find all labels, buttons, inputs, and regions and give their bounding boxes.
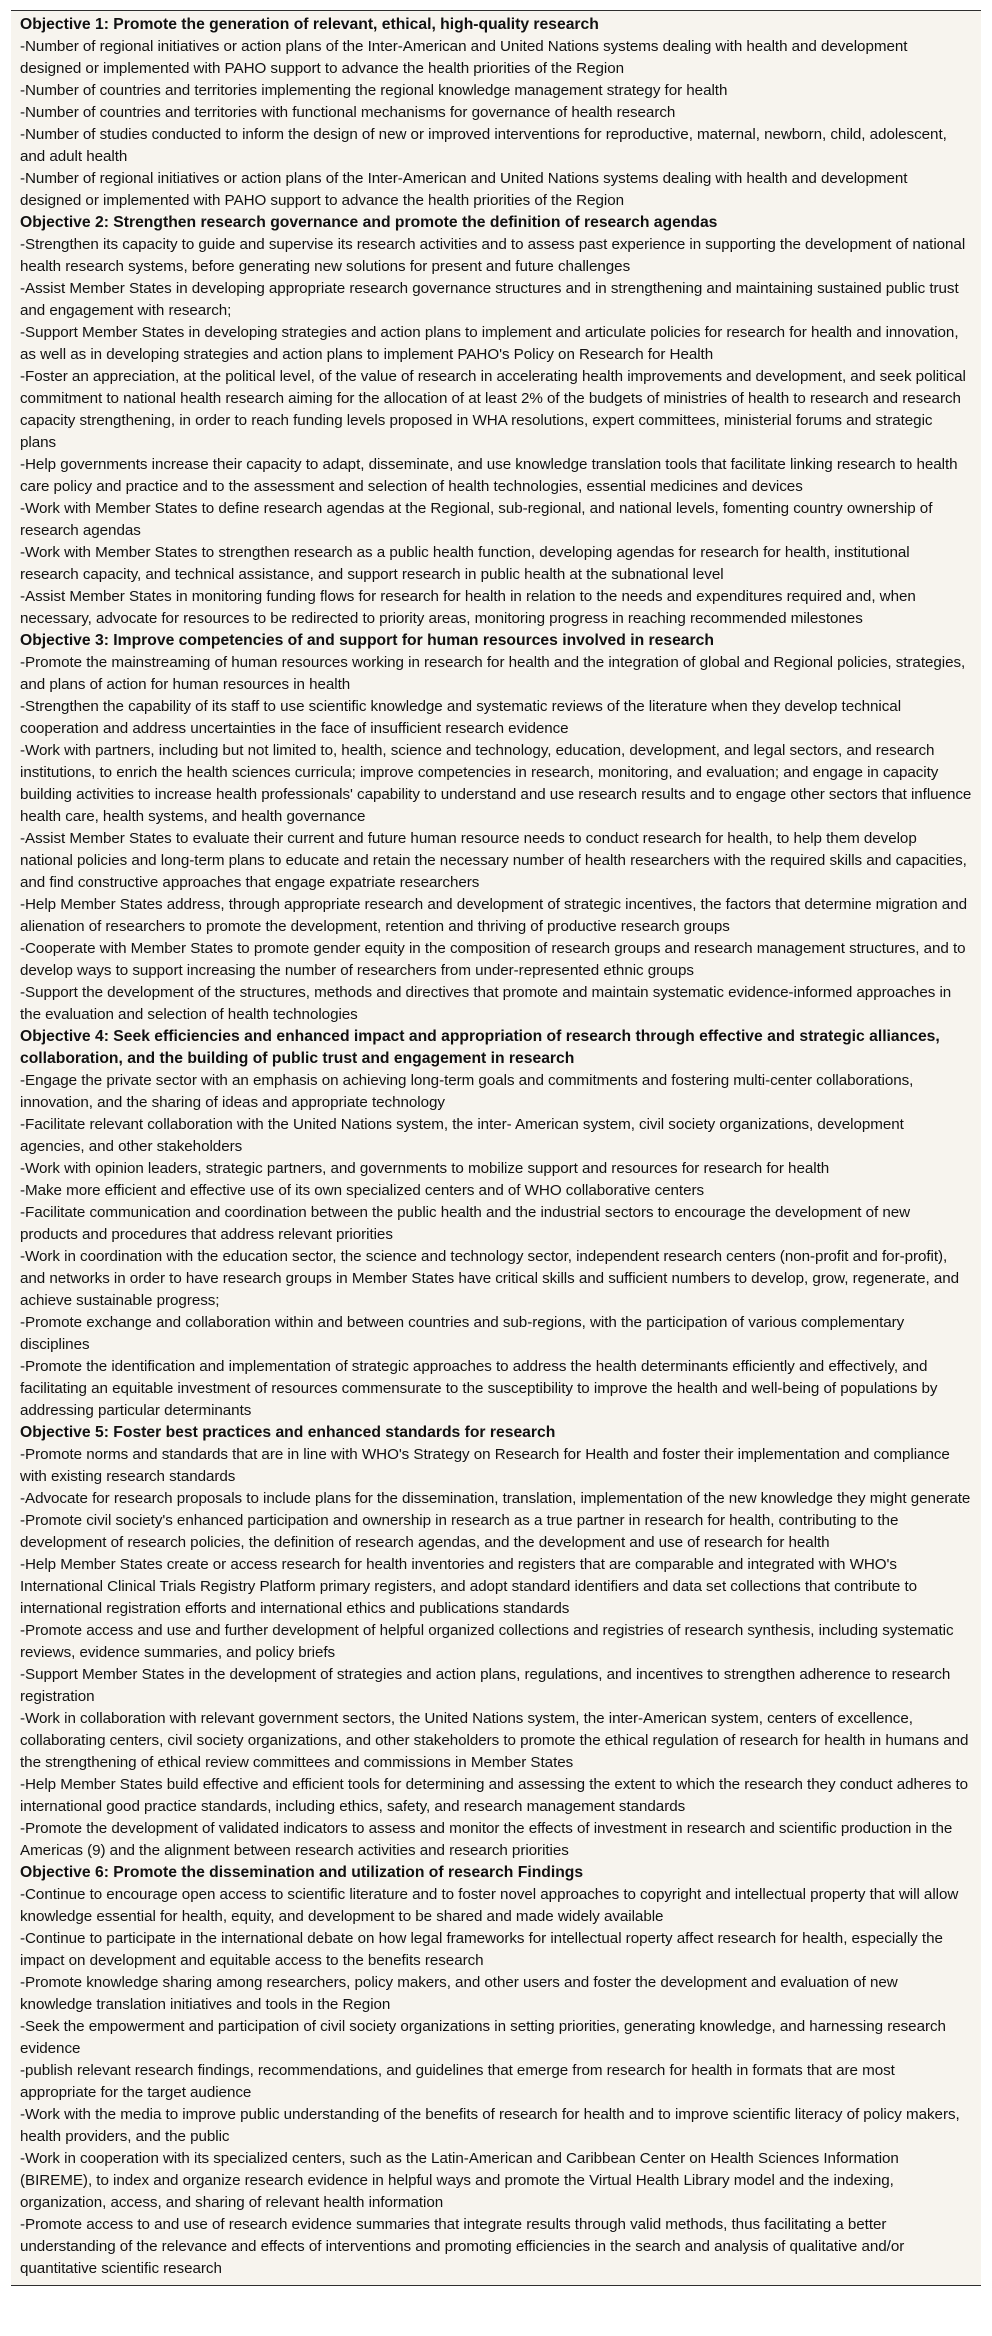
objective-6-item: -Work in cooperation with its specialized centers, such as the Latin-American and Caribbean Center on Health Sciences Information (BIREME), to index and organize research evidence in helpful ways and promote the Virtual Health Library model and the indexing, organization, access, and sharing of relevant health information [20,2150,899,2211]
objective-6-item: -Promote knowledge sharing among researchers, policy makers, and other users and foster the development and evaluation of new knowledge translation initiatives and tools in the Region [20,1974,898,2013]
objective-2-item: -Assist Member States in monitoring funding flows for research for health in relation to the needs and expenditures required and, when necessary, advocate for resources to be redirected to priority areas, monitoring progress in reaching recommended milestones [20,588,916,627]
objective-6-item: -publish relevant research findings, recommendations, and guidelines that emerge from research for health in formats that are most appropriate for the target audience [20,2062,895,2101]
objective-1-heading: Objective 1: Promote the generation of relevant, ethical, high-quality research [20,16,599,33]
objective-5-item: -Help Member States build effective and efficient tools for determining and assessing the extent to which the research they conduct adheres to international good practice standards, including ethics, safety, and research management standards [20,1776,969,1815]
objective-2-item: -Support Member States in developing strategies and action plans to implement and articulate policies for research for health and innovation, as well as in developing strategies and action plans to implement PAHO's Policy on Research for Health [20,324,959,363]
objective-6-item: -Promote access to and use of research evidence summaries that integrate results through valid methods, thus facilitating a better understanding of the relevance and effects of interventions and promoting efficiencies in the search and analysis of qualitative and/or quantitative scientific research [20,2216,905,2277]
objective-5-item: -Support Member States in the development of strategies and action plans, regulations, and incentives to strengthen adherence to research registration [20,1666,951,1705]
objective-4-item: -Promote exchange and collaboration within and between countries and sub-regions, with the participation of various complementary disciplines [20,1314,905,1353]
objective-4-item: -Work in coordination with the education sector, the science and technology sector, independent research centers (non-profit and for-profit), and networks in order to have research groups in Member States have critical skills and sufficient numbers to develop, grow, regenerate, and achieve sustainable progress; [20,1248,960,1309]
objective-3-section [20,630,972,1026]
objective-5-section [20,1422,972,1862]
objective-3-item: -Assist Member States to evaluate their current and future human resource needs to conduct research for health, to help them develop national policies and long-term plans to educate and retain the necessary number of health researchers with the required skills and capacities, and find constructive approaches that engage expatriate researchers [20,830,967,891]
objective-1-item: -Number of studies conducted to inform the design of new or improved interventions for reproductive, maternal, newborn, child, adolescent, and adult health [20,126,947,165]
objective-6-item: -Seek the empowerment and participation of civil society organizations in setting priorities, generating knowledge, and harnessing research evidence [20,2018,946,2057]
objective-5-item: -Promote access and use and further development of helpful organized collections and registries of research synthesis, including systematic reviews, evidence summaries, and policy briefs [20,1622,954,1661]
objective-2-item: -Work with Member States to define research agendas at the Regional, sub-regional, and national levels, fomenting country ownership of research agendas [20,500,933,539]
objective-2-item: -Assist Member States in developing appropriate research governance structures and in strengthening and maintaining sustained public trust and engagement with research; [20,280,959,319]
objective-3-item: -Cooperate with Member States to promote gender equity in the composition of research groups and research management structures, and to develop ways to support increasing the number of researchers from under-represented ethnic groups [20,940,966,979]
objective-4-item: -Make more efficient and effective use of its own specialized centers and of WHO collaborative centers [20,1182,705,1199]
objective-1-item: -Number of countries and territories implementing the regional knowledge management strategy for health [20,82,728,99]
objective-1-item: -Number of regional initiatives or action plans of the Inter-American and United Nations systems dealing with health and development designed or implemented with PAHO support to advance the health priorities of the Region [20,170,908,209]
objective-1-item: -Number of countries and territories with functional mechanisms for governance of health research [20,104,676,121]
objective-2-item: -Strengthen its capacity to guide and supervise its research activities and to assess past experience in supporting the development of national health research systems, before generating new solutions for present and future challenges [20,236,966,275]
objective-3-heading: Objective 3: Improve competencies of and support for human resources involved in research [20,632,714,649]
objective-5-item: -Promote the development of validated indicators to assess and monitor the effects of investment in research and scientific production in the Americas (9) and the alignment between research activities and research priorities [20,1820,953,1859]
objective-5-item: -Promote civil society's enhanced participation and ownership in research as a true partner in research for health, contributing to the development of research policies, the definition of research agendas, and the development and use of research for health [20,1512,899,1551]
objective-5-item: -Promote norms and standards that are in line with WHO's Strategy on Research for Health and foster their implementation and compliance with existing research standards [20,1446,950,1485]
objective-3-item: -Promote the mainstreaming of human resources working in research for health and the integration of global and Regional policies, strategies, and plans of action for human resources in health [20,654,966,693]
objective-5-item: -Help Member States create or access research for health inventories and registers that are comparable and integrated with WHO's International Clinical Trials Registry Platform primary registers, and adopt standard identifiers and data set collections that contribute to international registration efforts and international ethics and publications standards [20,1556,918,1617]
objective-3-item: -Support the development of the structures, methods and directives that promote and maintain systematic evidence-informed approaches in the evaluation and selection of health technologies [20,984,952,1023]
objective-1-item: -Number of regional initiatives or action plans of the Inter-American and United Nations systems dealing with health and development designed or implemented with PAHO support to advance the health priorities of the Region [20,38,908,77]
objective-4-heading: Objective 4: Seek efficiencies and enhanced impact and appropriation of research through effective and strategic alliances, collaboration, and the building of public trust and engagement in research [20,1028,940,1067]
objective-4-section [20,1026,972,1422]
objective-6-section [20,1862,972,2280]
objective-5-heading: Objective 5: Foster best practices and enhanced standards for research [20,1424,556,1441]
objective-4-item: -Facilitate communication and coordination between the public health and the industrial sectors to encourage the development of new products and procedures that address relevant priorities [20,1204,911,1243]
objective-6-item: -Continue to participate in the international debate on how legal frameworks for intellectual roperty affect research for health, especially the impact on development and equitable access to the benefits research [20,1930,943,1969]
objective-4-item: -Promote the identification and implementation of strategic approaches to address the health determinants efficiently and effectively, and facilitating an equitable investment of resources commensurate to the susceptibility to improve the health and well-being of populations by addressing particular determinants [20,1358,938,1419]
objective-4-item: -Work with opinion leaders, strategic partners, and governments to mobilize support and resources for research for health [20,1160,830,1177]
objective-2-item: -Help governments increase their capacity to adapt, disseminate, and use knowledge translation tools that facilitate linking research to health care policy and practice and to the assessment and selection of health technologies, essential medicines and devices [20,456,958,495]
objective-2-heading: Objective 2: Strengthen research governance and promote the definition of research agendas [20,214,718,231]
objective-1-section [20,14,972,212]
objective-6-item: -Work with the media to improve public understanding of the benefits of research for health and to improve scientific literacy of policy makers, health providers, and the public [20,2106,960,2145]
objective-4-item: -Facilitate relevant collaboration with the United Nations system, the inter- American system, civil society organizations, development agencies, and other stakeholders [20,1116,904,1155]
objective-3-item: -Help Member States address, through appropriate research and development of strategic incentives, the factors that determine migration and alienation of researchers to promote the development, retention and thriving of productive research groups [20,896,968,935]
objective-3-item: -Strengthen the capability of its staff to use scientific knowledge and systematic reviews of the literature when they develop technical cooperation and address uncertainties in the face of insufficient research evidence [20,698,902,737]
objective-5-item: -Work in collaboration with relevant government sectors, the United Nations system, the inter-American system, centers of excellence, collaborating centers, civil society organizations, and other stakeholders to promote the ethical regulation of research for health in humans and the strengthening of ethical review committees and commissions in Member States [20,1710,969,1771]
objectives-table [11,10,981,2286]
objective-2-section [20,212,972,630]
objective-5-item: -Advocate for research proposals to include plans for the dissemination, translation, implementation of the new knowledge they might generate [20,1490,971,1507]
objective-4-item: -Engage the private sector with an emphasis on achieving long-term goals and commitments and fostering multi-center collaborations, innovation, and the sharing of ideas and appropriate technology [20,1072,914,1111]
objective-2-item: -Foster an appreciation, at the political level, of the value of research in accelerating health improvements and development, and seek political commitment to national health research aiming for the allocation of at least 2% of the budgets of ministries of health to research and research capacity strengthening, in order to reach funding levels proposed in WHA resolutions, expert committees, ministerial forums and strategic plans [20,368,966,451]
objective-6-heading: Objective 6: Promote the dissemination and utilization of research Findings [20,1864,584,1881]
objective-3-item: -Work with partners, including but not limited to, health, science and technology, education, development, and legal sectors, and research institutions, to enrich the health sciences curricula; improve competencies in research, monitoring, and evaluation; and engage in capacity building activities to increase health professionals' capability to understand and use research results and to engage other sectors that influence health care, health systems, and health governance [20,742,972,825]
objective-2-item: -Work with Member States to strengthen research as a public health function, developing agendas for research for health, institutional research capacity, and technical assistance, and support research in public health at the subnational level [20,544,910,583]
objective-6-item: -Continue to encourage open access to scientific literature and to foster novel approaches to copyright and intellectual property that will allow knowledge essential for health, equity, and development to be shared and made widely available [20,1886,959,1925]
